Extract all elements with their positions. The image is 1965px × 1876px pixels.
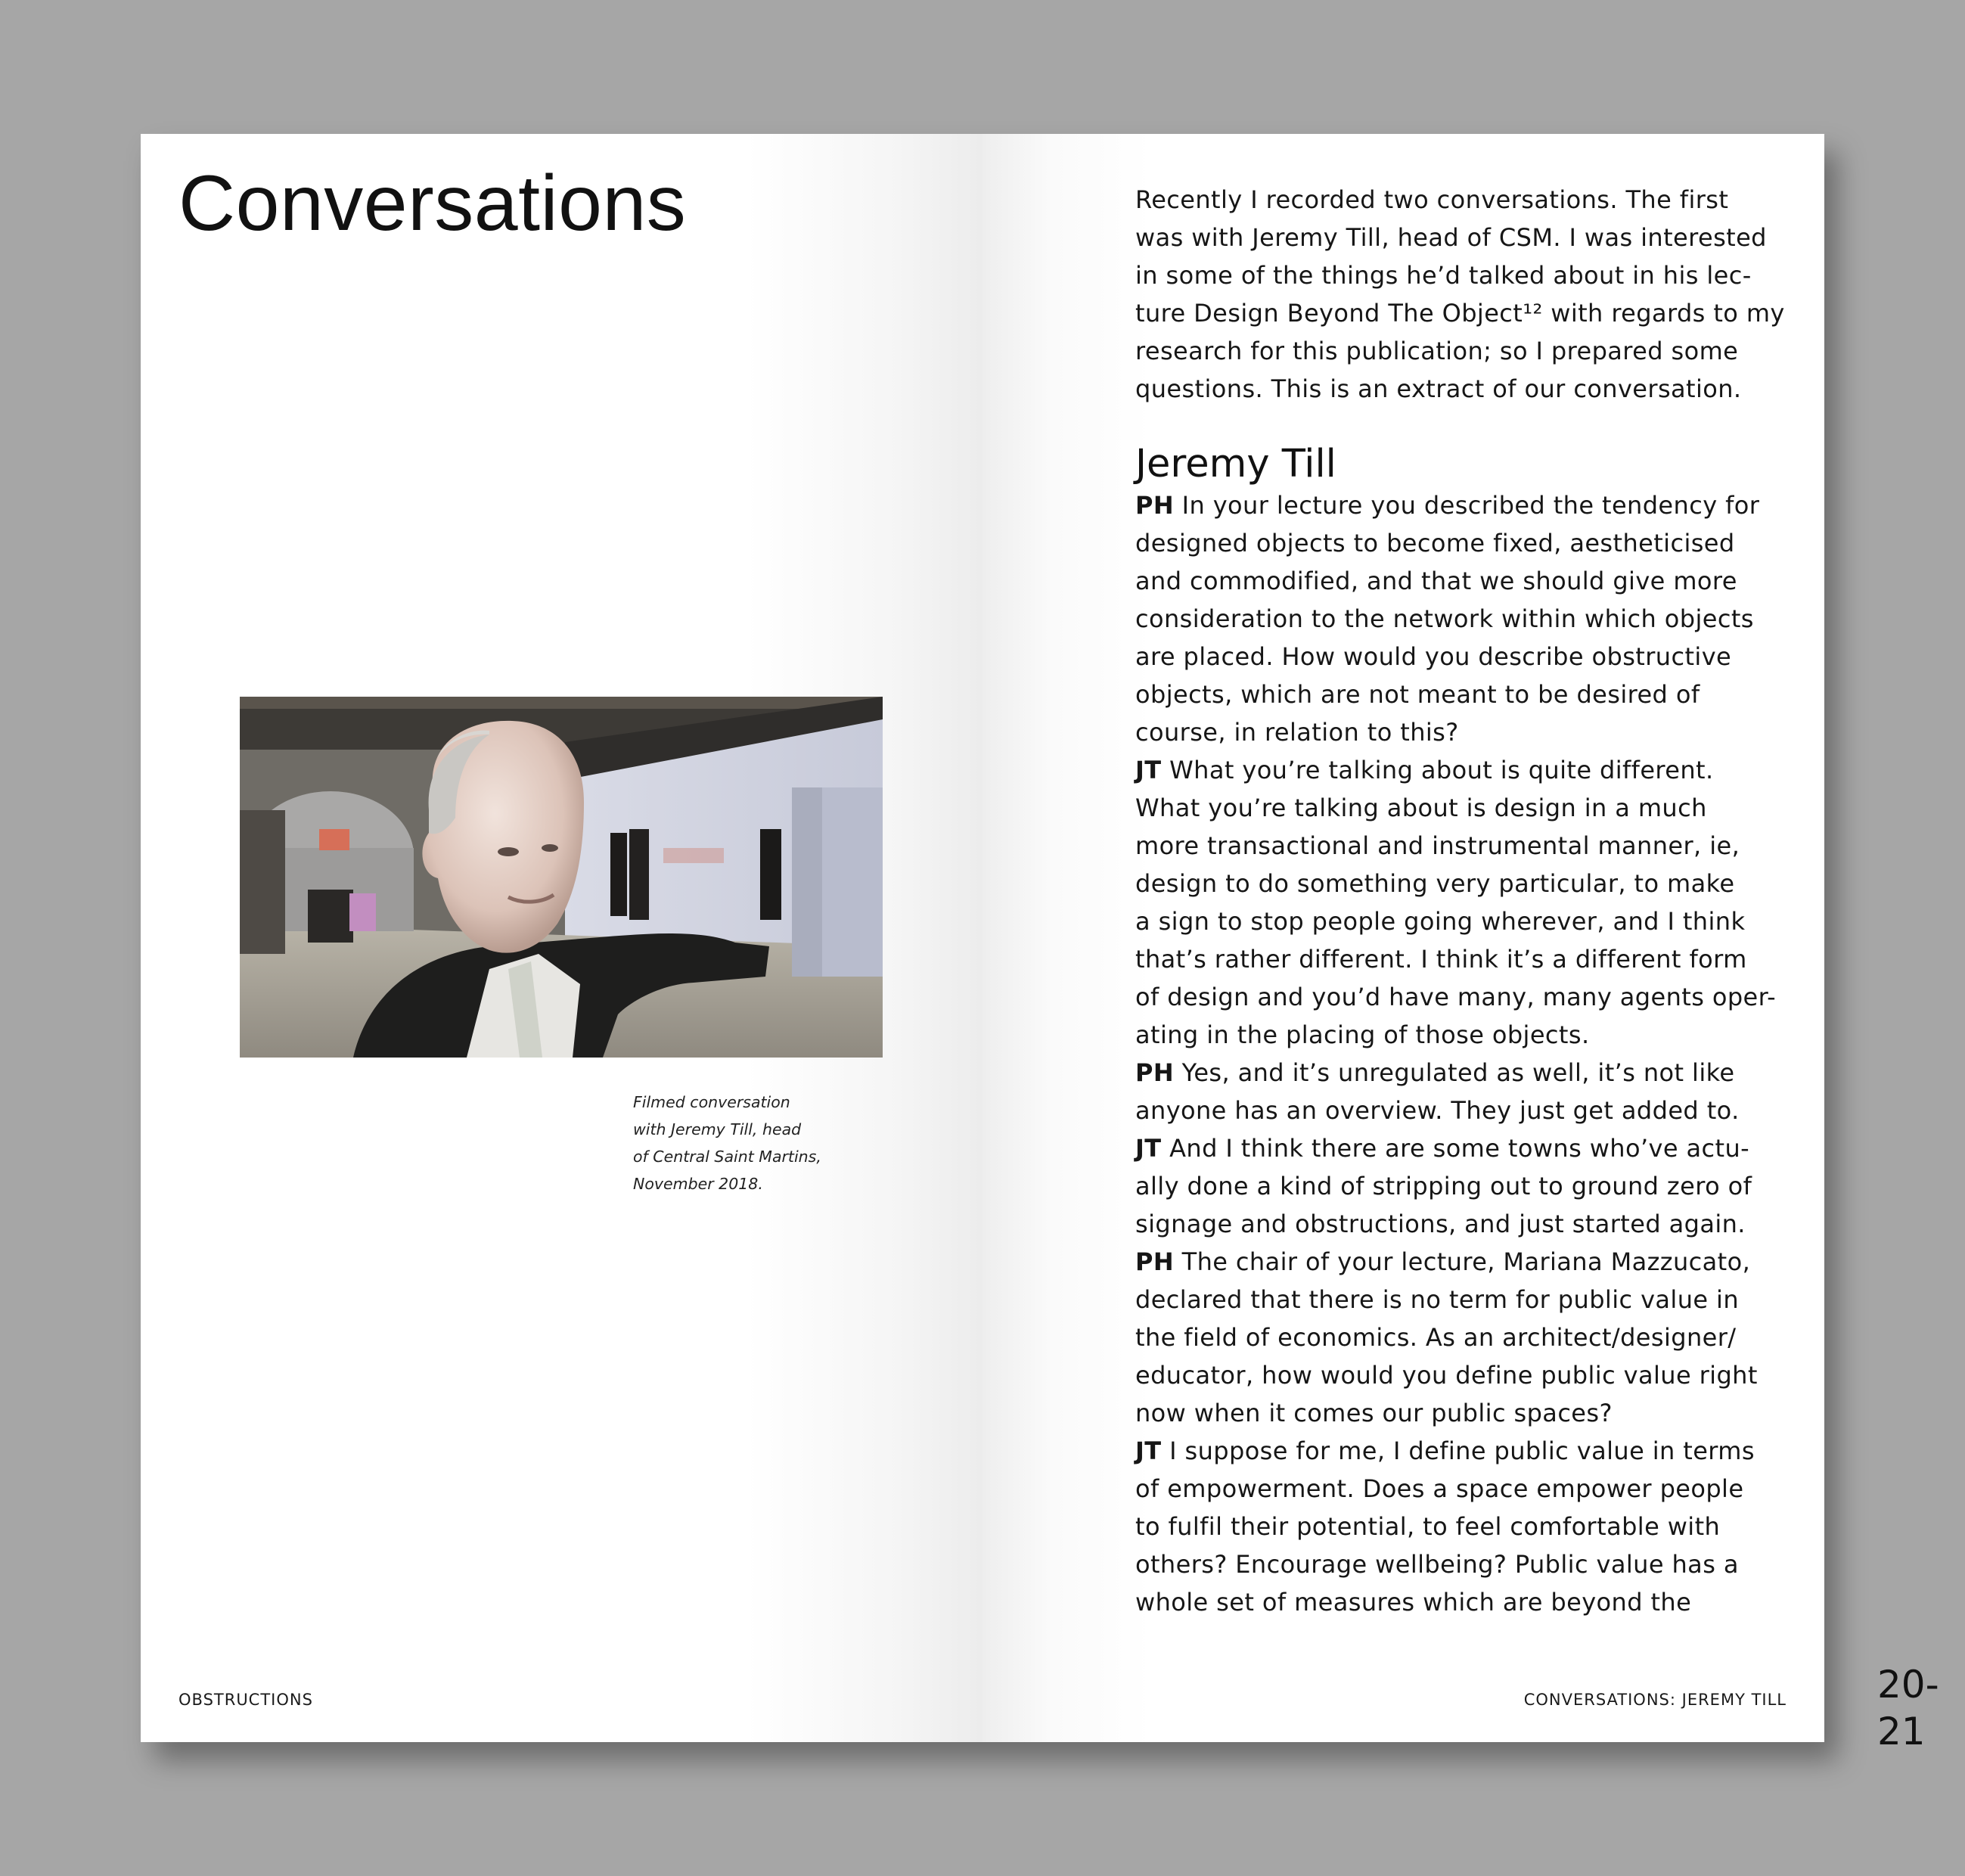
dialogue-text: ating in the placing of those objects. bbox=[1135, 1020, 1590, 1049]
intro-line: in some of the things he’d talked about in his lec- bbox=[1135, 261, 1752, 290]
speaker-initials: PH bbox=[1135, 1247, 1175, 1276]
photo-caption bbox=[633, 1089, 883, 1197]
speaker-initials: PH bbox=[1135, 491, 1175, 520]
dialogue-line bbox=[1135, 524, 1801, 562]
interview-photo bbox=[240, 697, 883, 1058]
book-spread bbox=[141, 134, 1939, 1753]
dialogue-text: In your lecture you described the tendency for bbox=[1174, 491, 1760, 520]
dialogue-text: of design and you’d have many, many agents oper- bbox=[1135, 983, 1777, 1011]
dialogue-text: objects, which are not meant to be desired of bbox=[1135, 680, 1700, 709]
speaker-initials: JT bbox=[1135, 1134, 1162, 1163]
dialogue-line bbox=[1135, 865, 1801, 902]
intro-line: questions. This is an extract of our conversation. bbox=[1135, 374, 1742, 403]
dialogue-line bbox=[1135, 789, 1801, 827]
dialogue-line bbox=[1135, 1356, 1801, 1394]
dialogue-line bbox=[1135, 902, 1801, 940]
section-heading: Jeremy Till bbox=[1135, 442, 1336, 486]
dialogue-line bbox=[1135, 600, 1801, 638]
dialogue-text: declared that there is no term for public value in bbox=[1135, 1285, 1740, 1314]
dialogue-text: now when it comes our public spaces? bbox=[1135, 1399, 1613, 1427]
page-number: 20-21 bbox=[1877, 1663, 1939, 1753]
dialogue-text: to fulfil their potential, to feel comfortable with bbox=[1135, 1512, 1721, 1541]
dialogue-line bbox=[1135, 1394, 1801, 1432]
left-page bbox=[141, 134, 983, 1742]
dialogue-text: What you’re talking about is quite different. bbox=[1161, 756, 1714, 784]
photo-illustration bbox=[240, 697, 883, 1058]
dialogue-line bbox=[1135, 1016, 1801, 1054]
dialogue-line bbox=[1135, 638, 1801, 676]
caption-line: of Central Saint Martins, bbox=[633, 1148, 821, 1166]
dialogue-text: educator, how would you define public value right bbox=[1135, 1361, 1758, 1390]
dialogue-text: The chair of your lecture, Mariana Mazzucato, bbox=[1174, 1247, 1751, 1276]
dialogue-line bbox=[1135, 676, 1801, 713]
dialogue-line bbox=[1135, 827, 1801, 865]
intro-line: Recently I recorded two conversations. The first bbox=[1135, 185, 1729, 214]
dialogue-line bbox=[1135, 1243, 1801, 1281]
paragraph-spacer bbox=[1135, 408, 1801, 441]
dialogue-line bbox=[1135, 1318, 1801, 1356]
dialogue-line bbox=[1135, 1470, 1801, 1508]
dialogue-text: of empowerment. Does a space empower people bbox=[1135, 1474, 1744, 1503]
dialogue-line bbox=[1135, 978, 1801, 1016]
dialogue-text: I suppose for me, I define public value in terms bbox=[1161, 1437, 1755, 1465]
dialogue-text: designed objects to become fixed, aestheticised bbox=[1135, 529, 1735, 558]
dialogue-text: course, in relation to this? bbox=[1135, 718, 1459, 747]
caption-line: with Jeremy Till, head bbox=[633, 1120, 802, 1138]
speaker-initials: JT bbox=[1135, 756, 1162, 784]
page-title: Conversations bbox=[178, 160, 687, 247]
dialogue-line bbox=[1135, 1583, 1801, 1621]
caption-line: November 2018. bbox=[633, 1175, 763, 1193]
dialogue-line bbox=[1135, 1054, 1801, 1092]
dialogue-text: design to do something very particular, to make bbox=[1135, 869, 1735, 898]
dialogue-line bbox=[1135, 1508, 1801, 1545]
intro-paragraph bbox=[1135, 181, 1801, 408]
dialogue-text: are placed. How would you describe obstructive bbox=[1135, 642, 1732, 671]
dialogue-text: and commodified, and that we should give more bbox=[1135, 567, 1737, 595]
dialogue-line bbox=[1135, 1205, 1801, 1243]
caption-line: Filmed conversation bbox=[633, 1093, 790, 1111]
intro-line: was with Jeremy Till, head of CSM. I was interested bbox=[1135, 223, 1767, 252]
dialogue-line bbox=[1135, 486, 1801, 524]
dialogue-line bbox=[1135, 751, 1801, 789]
dialogue-text: What you’re talking about is design in a much bbox=[1135, 794, 1707, 822]
dialogue-text: And I think there are some towns who’ve actu- bbox=[1161, 1134, 1750, 1163]
dialogue-text: the field of economics. As an architect/designer/ bbox=[1135, 1323, 1737, 1352]
dialogue-line bbox=[1135, 940, 1801, 978]
intro-line: ture Design Beyond The Object¹² with regards to my bbox=[1135, 299, 1785, 328]
dialogue-text: ally done a kind of stripping out to ground zero of bbox=[1135, 1172, 1752, 1200]
speaker-initials: JT bbox=[1135, 1437, 1162, 1465]
left-running-footer: OBSTRUCTIONS bbox=[178, 1691, 313, 1709]
right-running-footer: CONVERSATIONS: JEREMY TILL bbox=[1523, 1691, 1787, 1709]
dialogue-line bbox=[1135, 1167, 1801, 1205]
intro-line: research for this publication; so I prepared some bbox=[1135, 337, 1739, 365]
article-body bbox=[1135, 181, 1801, 1621]
dialogue-text: signage and obstructions, and just started again. bbox=[1135, 1210, 1746, 1238]
dialogue-text: that’s rather different. I think it’s a different form bbox=[1135, 945, 1747, 974]
dialogue-line bbox=[1135, 1129, 1801, 1167]
dialogue-line bbox=[1135, 1545, 1801, 1583]
dialogue-line bbox=[1135, 1281, 1801, 1318]
dialogue-text: consideration to the network within which objects bbox=[1135, 604, 1754, 633]
dialogue-text: Yes, and it’s unregulated as well, it’s not like bbox=[1174, 1058, 1735, 1087]
dialogue-text: more transactional and instrumental manner, ie, bbox=[1135, 831, 1740, 860]
dialogue-text: others? Encourage wellbeing? Public value has a bbox=[1135, 1550, 1739, 1579]
dialogue bbox=[1135, 486, 1801, 1621]
dialogue-line bbox=[1135, 562, 1801, 600]
dialogue-line bbox=[1135, 1432, 1801, 1470]
dialogue-line bbox=[1135, 1092, 1801, 1129]
dialogue-line bbox=[1135, 713, 1801, 751]
speaker-initials: PH bbox=[1135, 1058, 1175, 1087]
dialogue-text: whole set of measures which are beyond the bbox=[1135, 1588, 1692, 1617]
dialogue-text: anyone has an overview. They just get added to. bbox=[1135, 1096, 1740, 1125]
dialogue-text: a sign to stop people going wherever, and I think bbox=[1135, 907, 1746, 936]
